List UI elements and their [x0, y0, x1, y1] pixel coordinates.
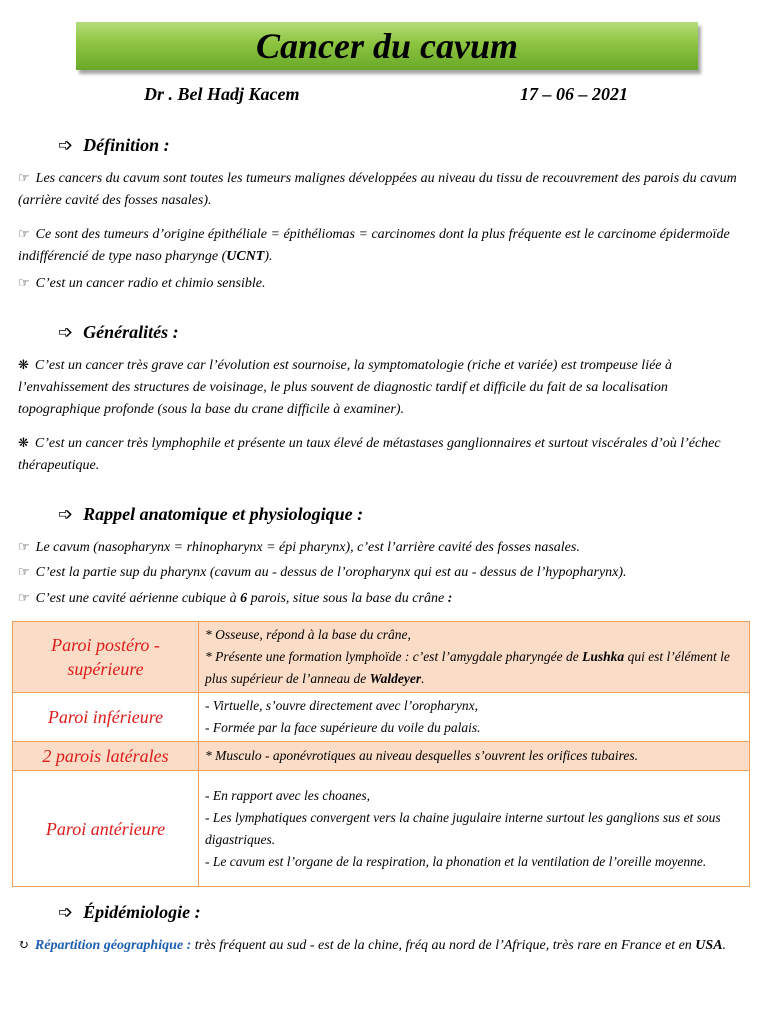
row-label: Paroi antérieure — [13, 771, 199, 887]
epidemiologie-paragraph-1: ↻ Répartition géographique : très fréquent au sud - est de la chine, fréq au nord de l’Afrique, très rare en France et en USA. — [18, 937, 727, 953]
row-description: - En rapport avec les choanes, - Les lymphatiques convergent vers la chaine jugulaire interne surtout les ganglions sus et sous digastriques. - Le cavum est l’organe de la respiration, la phonation et la ventilation de l’oreille moyenne. — [199, 771, 750, 887]
row-description: * Osseuse, répond à la base du crâne, * Présente une formation lymphoïde : c’est l’amygdale pharyngée de Lushka qui est l’élément le plus supérieur de l’anneau de Waldeyer. — [199, 622, 750, 693]
page-title: Cancer du cavum — [255, 26, 518, 66]
table-row — [13, 693, 750, 742]
section-generalites-heading — [58, 322, 179, 343]
section-title: Épidémiologie : — [83, 902, 201, 922]
definition-paragraph-3: ☞ C’est un cancer radio et chimio sensible. — [18, 275, 266, 291]
hollow-right-arrow-icon: ➩ — [58, 135, 74, 155]
anatomy-table — [12, 621, 750, 887]
definition-paragraph-2: ☞ Ce sont des tumeurs d’origine épithéliale = épithéliomas = carcinomes dont la plus fréquente est le carcinome épidermoïde indifférencié de type naso pharynge (UCNT). — [18, 226, 730, 264]
star-bullet-icon: ❋ — [18, 435, 29, 450]
table-row — [13, 622, 750, 693]
pointing-hand-icon: ☞ — [18, 564, 30, 579]
table-row — [13, 771, 750, 887]
generalites-paragraph-2: ❋ C’est un cancer très lymphophile et présente un taux élevé de métastases ganglionnaires et surtout viscérales d’où l’échec thérapeutique. — [18, 435, 721, 473]
hollow-right-arrow-icon: ➩ — [58, 322, 74, 342]
row-label: Paroi postéro - supérieure — [13, 622, 199, 693]
rappel-paragraph-3: ☞ C’est une cavité aérienne cubique à 6 parois, situe sous la base du crâne : — [18, 590, 453, 606]
pointing-hand-icon: ☞ — [18, 226, 30, 241]
section-title: Généralités : — [83, 322, 179, 342]
hollow-right-arrow-icon: ➩ — [58, 504, 74, 524]
generalites-paragraph-1: ❋ C’est un cancer très grave car l’évolution est sournoise, la symptomatologie (riche et variée) est trompeuse liée à l’envahissement des structures de voisinage, le plus souvent de diagnostic tardif et difficile du fait de sa localisation topographique profonde (sous la base du crane difficile à examiner). — [18, 357, 673, 417]
pointing-hand-icon: ☞ — [18, 170, 30, 185]
pointing-hand-icon: ☞ — [18, 275, 30, 290]
section-rappel-heading — [58, 504, 363, 525]
date: 17 – 06 – 2021 — [520, 84, 628, 104]
row-description: - Virtuelle, s’ouvre directement avec l’oropharynx, - Formée par la face supérieure du voile du palais. — [199, 693, 750, 742]
row-label: Paroi inférieure — [13, 693, 199, 742]
section-title: Définition : — [83, 135, 170, 155]
row-description: * Musculo - aponévrotiques au niveau desquelles s’ouvrent les orifices tubaires. — [199, 742, 750, 771]
star-bullet-icon: ❋ — [18, 357, 29, 372]
row-label: 2 parois latérales — [13, 742, 199, 771]
hollow-right-arrow-icon: ➩ — [58, 902, 74, 922]
rappel-paragraph-1: ☞ Le cavum (nasopharynx = rhinopharynx = épi pharynx), c’est l’arrière cavité des fosses nasales. — [18, 539, 580, 555]
title-banner — [76, 22, 698, 70]
author: Dr . Bel Hadj Kacem — [144, 84, 300, 104]
section-epidemiologie-heading — [58, 902, 201, 923]
section-definition-heading — [58, 135, 170, 156]
section-title: Rappel anatomique et physiologique : — [83, 504, 364, 524]
pointing-hand-icon: ☞ — [18, 590, 30, 605]
pointing-hand-icon: ☞ — [18, 539, 30, 554]
table-row — [13, 742, 750, 771]
loop-arrow-icon: ↻ — [18, 937, 29, 952]
rappel-paragraph-2: ☞ C’est la partie sup du pharynx (cavum au - dessus de l’oropharynx qui est au - dessus de l’hypopharynx). — [18, 564, 627, 580]
definition-paragraph-1: ☞ Les cancers du cavum sont toutes les tumeurs malignes développées au niveau du tissu de recouvrement des parois du cavum (arrière cavité des fosses nasales). — [18, 170, 737, 208]
